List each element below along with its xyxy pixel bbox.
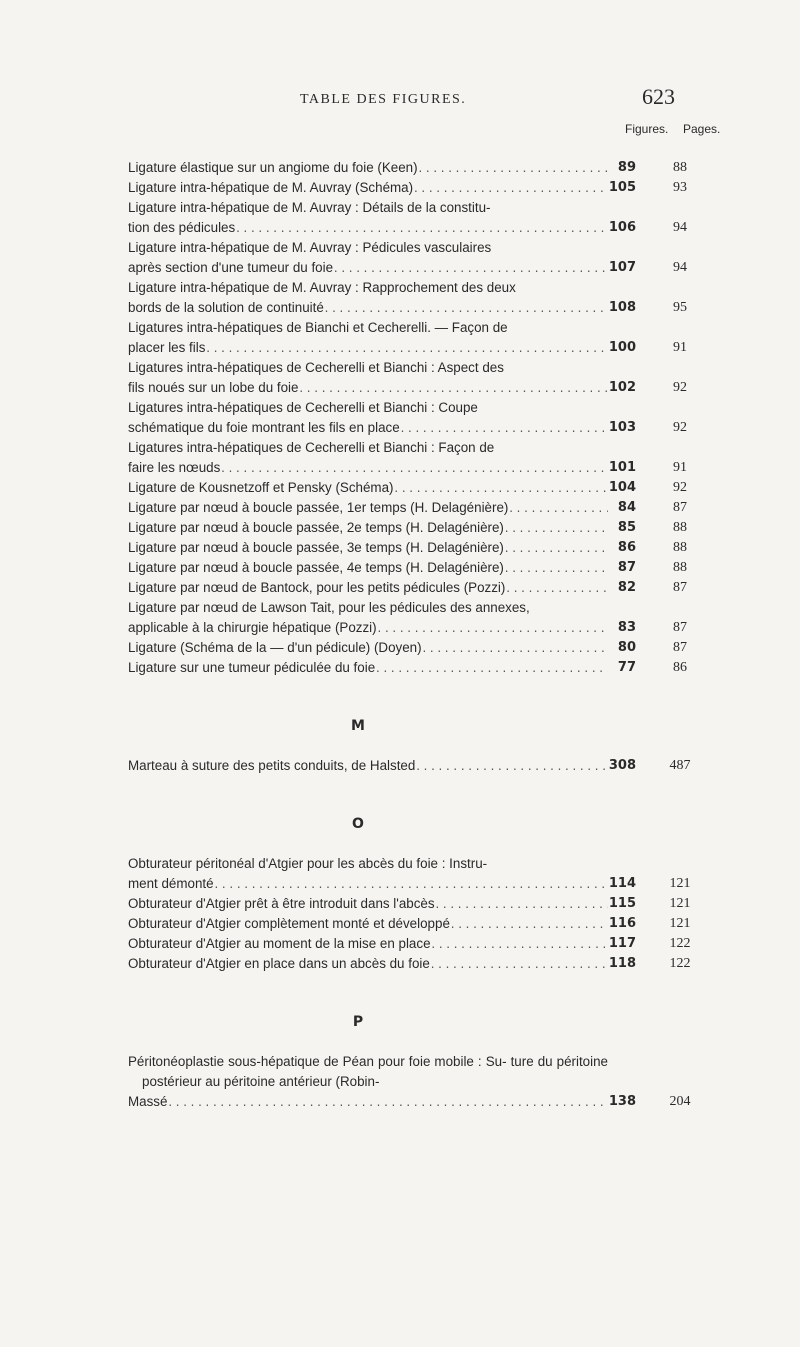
entry-text [128, 198, 608, 238]
figure-number: 100 [608, 340, 636, 355]
index-entry [128, 478, 708, 498]
entry-title: Obturateur d'Atgier au moment de la mise en place [128, 936, 431, 951]
entry-lead: Obturateur péritonéal d'Atgier pour les abcès du foie : Instru- [128, 856, 488, 871]
leader-dots [400, 418, 608, 438]
leader-dots [375, 658, 608, 678]
entry-text [128, 498, 608, 518]
entry-title: schématique du foie montrant les fils en place [128, 420, 400, 435]
entry-last-line [128, 1092, 608, 1112]
page-reference: 94 [673, 220, 687, 235]
figure-number: 101 [608, 460, 636, 475]
page-reference: 88 [673, 520, 687, 535]
index-entry [128, 638, 708, 658]
index-entry [128, 398, 708, 438]
page-reference: 122 [669, 956, 691, 971]
leader-dots [504, 518, 608, 538]
index-entry [128, 756, 708, 776]
entry-text [128, 854, 608, 894]
leader-dots [431, 934, 608, 954]
entry-title: Ligature par nœud à boucle passée, 2e temps (H. Delagénière) [128, 520, 504, 535]
entry-last-line [128, 518, 608, 538]
leader-dots [167, 1092, 608, 1112]
entry-text [128, 538, 608, 558]
entry-title: Massé [128, 1094, 168, 1109]
leader-dots [418, 158, 608, 178]
figure-number: 114 [608, 876, 636, 891]
entry-title: ment démonté [128, 876, 214, 891]
page-reference: 94 [673, 260, 687, 275]
entry-text [128, 1052, 608, 1112]
entry-last-line [128, 538, 608, 558]
entry-text [128, 178, 608, 198]
entry-title: placer les fils [128, 340, 206, 355]
page-reference: 91 [673, 460, 687, 475]
entry-title: Ligature de Kousnetzoff et Pensky (Schéma) [128, 480, 394, 495]
entry-last-line [128, 578, 608, 598]
page-reference: 487 [669, 758, 691, 773]
leader-dots [377, 618, 608, 638]
entry-last-line [128, 158, 608, 178]
figure-number: 87 [617, 560, 636, 575]
entry-text [128, 318, 608, 358]
entry-title: bords de la solution de continuité [128, 300, 324, 315]
page-number: 623 [642, 84, 675, 109]
entry-lead: Ligature par nœud de Lawson Tait, pour les pédicules des annexes, [128, 600, 530, 615]
index-entry [128, 238, 708, 278]
entry-text [128, 278, 608, 318]
entry-last-line [128, 258, 608, 278]
leader-dots [235, 218, 608, 238]
entry-title: Ligature sur une tumeur pédiculée du foie [128, 660, 376, 675]
index-entry [128, 578, 708, 598]
entry-title: Ligature élastique sur un angiome du foie (Keen) [128, 160, 418, 175]
running-title: TABLE DES FIGURES. [300, 92, 467, 107]
figure-number: 86 [617, 540, 636, 555]
page-reference: 95 [673, 300, 687, 315]
index-entry [128, 854, 708, 894]
entry-text [128, 578, 608, 598]
leader-dots [205, 338, 608, 358]
leader-dots [450, 914, 608, 934]
entry-text [128, 438, 608, 478]
entry-text [128, 934, 608, 954]
page-reference: 121 [669, 896, 691, 911]
page-reference: 92 [673, 480, 687, 495]
entry-text [128, 358, 608, 398]
entry-text [128, 478, 608, 498]
entry-lead: Ligatures intra-hépatiques de Cecherelli et Bianchi : Façon de [128, 440, 495, 455]
entry-title: Ligature par nœud à boucle passée, 4e temps (H. Delagénière) [128, 560, 504, 575]
leader-dots [505, 578, 608, 598]
figure-number: 104 [608, 480, 636, 495]
figure-number: 117 [608, 936, 636, 951]
entry-title: Ligature par nœud à boucle passée, 3e temps (H. Delagénière) [128, 540, 504, 555]
entry-last-line [128, 218, 608, 238]
figure-number: 77 [617, 660, 636, 675]
index-entry [128, 934, 708, 954]
entry-text [128, 238, 608, 278]
entry-title: fils noués sur un lobe du foie [128, 380, 299, 395]
index-entry [128, 278, 708, 318]
entry-last-line [128, 478, 608, 498]
entry-last-line [128, 458, 608, 478]
entry-title: Ligature (Schéma de la — d'un pédicule) (Doyen) [128, 640, 422, 655]
entry-text [128, 598, 608, 638]
leader-dots [422, 638, 608, 658]
entry-last-line [128, 914, 608, 934]
entry-title: tion des pédicules [128, 220, 236, 235]
index-entry [128, 498, 708, 518]
entry-text [128, 894, 608, 914]
entry-last-line [128, 934, 608, 954]
entry-last-line [128, 178, 608, 198]
entry-title: Ligature intra-hépatique de M. Auvray (Schéma) [128, 180, 414, 195]
page-reference: 86 [673, 660, 687, 675]
entry-title: Obturateur d'Atgier en place dans un abcès du foie [128, 956, 430, 971]
figure-number: 80 [617, 640, 636, 655]
index-entry [128, 658, 708, 678]
entry-title: après section d'une tumeur du foie [128, 260, 334, 275]
figure-number: 89 [617, 160, 636, 175]
index-entry [128, 518, 708, 538]
entry-text [128, 158, 608, 178]
page-reference: 88 [673, 560, 687, 575]
index-entry [128, 438, 708, 478]
entry-last-line [128, 658, 608, 678]
leader-dots [508, 498, 608, 518]
index-entry [128, 318, 708, 358]
entry-title: Ligature par nœud de Bantock, pour les petits pédicules (Pozzi) [128, 580, 506, 595]
page-reference: 121 [669, 876, 691, 891]
index-entries [128, 158, 708, 1112]
figure-number: 82 [617, 580, 636, 595]
entry-lead: Ligature intra-hépatique de M. Auvray : Rapprochement des deux [128, 280, 516, 295]
entry-title: Obturateur d'Atgier prêt à être introduit dans l'abcès [128, 896, 435, 911]
entry-text [128, 914, 608, 934]
leader-dots [298, 378, 608, 398]
page-reference: 88 [673, 540, 687, 555]
page-reference: 204 [669, 1094, 691, 1109]
figure-number: 115 [608, 896, 636, 911]
index-entry [128, 178, 708, 198]
entry-text [128, 398, 608, 438]
figure-number: 106 [608, 220, 636, 235]
index-entry [128, 1052, 708, 1112]
leader-dots [333, 258, 608, 278]
entry-last-line [128, 498, 608, 518]
entry-lead: Ligature intra-hépatique de M. Auvray : Pédicules vasculaires [128, 240, 492, 255]
entry-last-line [128, 418, 608, 438]
index-entry [128, 598, 708, 638]
section-letter: M [351, 718, 365, 734]
figure-number: 138 [608, 1094, 636, 1109]
entry-text [128, 558, 608, 578]
page-reference: 92 [673, 380, 687, 395]
entry-last-line [128, 756, 608, 776]
page-reference: 92 [673, 420, 687, 435]
page-reference: 122 [669, 936, 691, 951]
entry-last-line [128, 298, 608, 318]
entry-last-line [128, 638, 608, 658]
leader-dots [435, 894, 608, 914]
index-entry [128, 358, 708, 398]
figure-number: 108 [608, 300, 636, 315]
entry-lead: Ligatures intra-hépatiques de Cecherelli et Bianchi : Coupe [128, 400, 478, 415]
column-heading-pages: Pages. [683, 122, 721, 136]
section-letter: O [352, 816, 364, 832]
page-reference: 87 [673, 620, 687, 635]
entry-text [128, 638, 608, 658]
leader-dots [430, 954, 608, 974]
page-reference: 91 [673, 340, 687, 355]
section-letter: P [352, 1014, 364, 1030]
leader-dots [214, 874, 608, 894]
entry-last-line [128, 378, 608, 398]
figure-number: 118 [608, 956, 636, 971]
entry-last-line [128, 894, 608, 914]
figure-number: 308 [608, 758, 636, 773]
figure-number: 103 [608, 420, 636, 435]
entry-title: applicable à la chirurgie hépatique (Pozzi) [128, 620, 377, 635]
entry-title: Marteau à suture des petits conduits, de Halsted [128, 758, 416, 773]
leader-dots [324, 298, 608, 318]
figure-number: 116 [608, 916, 636, 931]
figure-number: 85 [617, 520, 636, 535]
entry-text [128, 954, 608, 974]
entry-last-line [128, 954, 608, 974]
entry-lead: Péritonéoplastie sous-hépatique de Péan pour foie mobile : Su- ture du péritoine postérieur au péritoine antérieur (Robin- [128, 1054, 608, 1089]
leader-dots [394, 478, 609, 498]
figure-number: 105 [608, 180, 636, 195]
page-reference: 87 [673, 500, 687, 515]
entry-text [128, 756, 608, 776]
entry-lead: Ligatures intra-hépatiques de Bianchi et Cecherelli. — Façon de [128, 320, 508, 335]
entry-lead: Ligatures intra-hépatiques de Cecherelli et Bianchi : Aspect des [128, 360, 504, 375]
index-entry [128, 538, 708, 558]
entry-text [128, 658, 608, 678]
index-entry [128, 954, 708, 974]
leader-dots [413, 178, 608, 198]
page-reference: 87 [673, 640, 687, 655]
column-heading-figures: Figures. [625, 122, 669, 136]
entry-last-line [128, 338, 608, 358]
page-reference: 88 [673, 160, 687, 175]
figure-number: 102 [608, 380, 636, 395]
page-reference: 121 [669, 916, 691, 931]
entry-text [128, 518, 608, 538]
entry-last-line [128, 874, 608, 894]
leader-dots [220, 458, 608, 478]
leader-dots [504, 558, 608, 578]
page-header [0, 84, 800, 114]
page-reference: 93 [673, 180, 687, 195]
index-entry [128, 198, 708, 238]
figure-number: 107 [608, 260, 636, 275]
leader-dots [415, 756, 608, 776]
entry-title: Ligature par nœud à boucle passée, 1er temps (H. Delagénière) [128, 500, 509, 515]
figure-number: 84 [617, 500, 636, 515]
index-entry [128, 558, 708, 578]
index-entry [128, 894, 708, 914]
entry-title: faire les nœuds [128, 460, 221, 475]
figure-number: 83 [617, 620, 636, 635]
page-reference: 87 [673, 580, 687, 595]
entry-last-line [128, 558, 608, 578]
index-entry [128, 914, 708, 934]
entry-title: Obturateur d'Atgier complètement monté et développé [128, 916, 450, 931]
entry-lead: Ligature intra-hépatique de M. Auvray : Détails de la constitu- [128, 200, 491, 215]
leader-dots [504, 538, 608, 558]
entry-last-line [128, 618, 608, 638]
index-entry [128, 158, 708, 178]
